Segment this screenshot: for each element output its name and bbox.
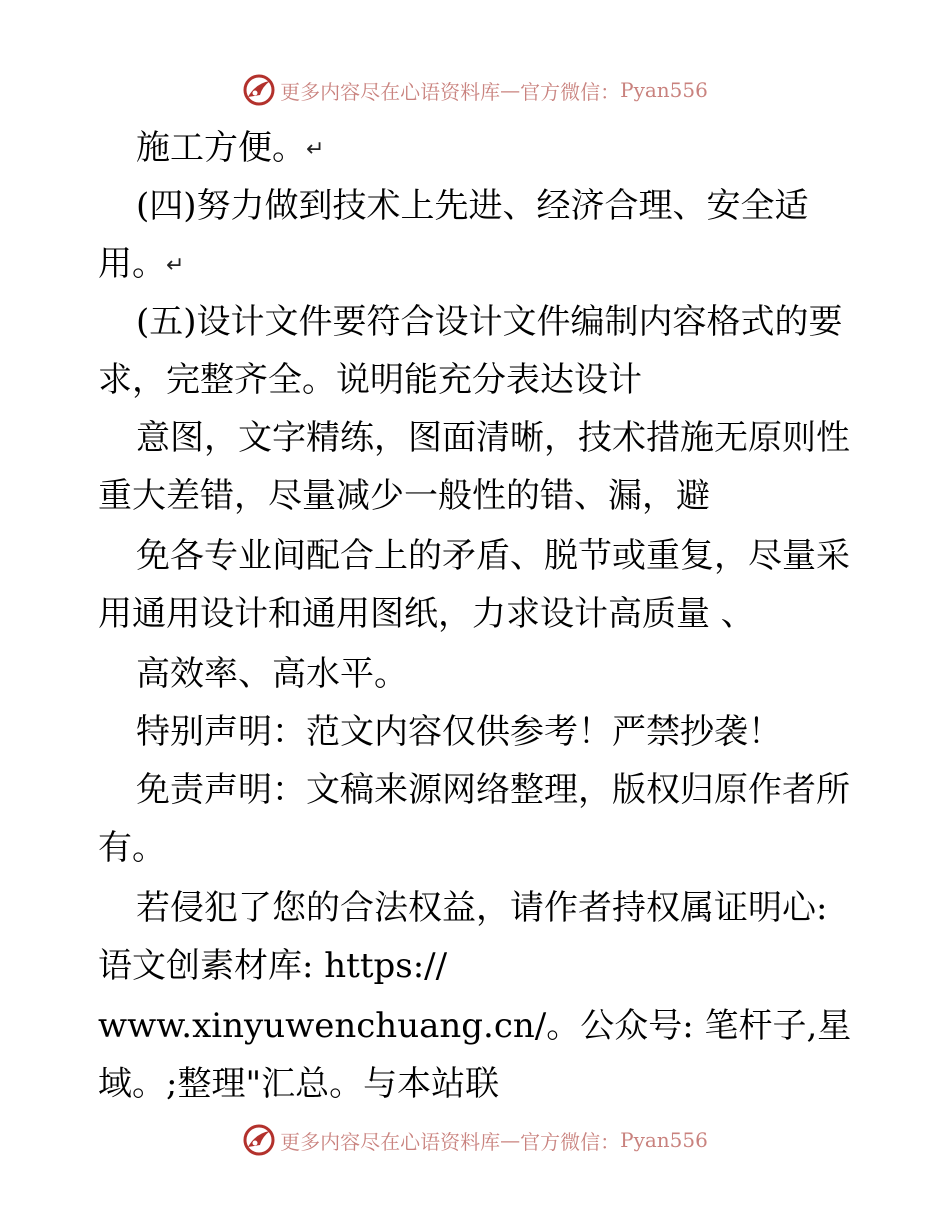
header-separator: — bbox=[500, 78, 521, 102]
website-line: www.xinyuwenchuang.cn/。公众号: 笔杆子,星 bbox=[98, 1006, 852, 1046]
header-wechat-label: 官方微信： bbox=[520, 79, 621, 104]
text-line: 若侵犯了您的合法权益，请作者持权属证明心: bbox=[136, 888, 828, 928]
footer-brand: 更多内容尽在心语资料库 bbox=[280, 1129, 501, 1154]
footer-banner bbox=[0, 1122, 950, 1158]
paragraph-mark-icon: ↵ bbox=[166, 253, 185, 278]
header-wechat-id: Pyan556 bbox=[620, 78, 708, 102]
special-notice: 特别声明：范文内容仅供参考！严禁抄袭！ bbox=[136, 712, 782, 752]
paragraph-mark-icon: ↵ bbox=[306, 137, 325, 162]
text-line: 用。↵ bbox=[98, 244, 185, 284]
header-brand: 更多内容尽在心语资料库 bbox=[280, 79, 501, 104]
text-line: 域。;整理"汇总。与本站联 bbox=[98, 1064, 500, 1104]
text-line: 高效率、高水平。 bbox=[136, 654, 408, 694]
footer-separator: — bbox=[500, 1128, 521, 1152]
text-line: 用通用设计和通用图纸，力求设计高质量 、 bbox=[98, 594, 755, 634]
pen-nib-logo-icon bbox=[242, 73, 276, 107]
pen-nib-logo-icon bbox=[242, 1123, 276, 1157]
text-line: 有。 bbox=[98, 828, 166, 868]
text-line: 意图，文字精练，图面清晰，技术措施无原则性 bbox=[136, 418, 850, 458]
text-line: (四)努力做到技术上先进、经济合理、安全适 bbox=[136, 186, 809, 226]
footer-wechat-id: Pyan556 bbox=[620, 1128, 708, 1152]
text-line: 施工方便。↵ bbox=[136, 128, 325, 168]
text-line: (五)设计文件要符合设计文件编制内容格式的要 bbox=[136, 302, 843, 342]
text-line: 语文创素材库: https:// bbox=[98, 946, 448, 986]
header-banner bbox=[0, 72, 950, 108]
text-line: 免各专业间配合上的矛盾、脱节或重复，尽量采 bbox=[136, 536, 850, 576]
disclaimer: 免责声明：文稿来源网络整理，版权归原作者所 bbox=[136, 770, 850, 810]
footer-wechat-label: 官方微信： bbox=[520, 1129, 621, 1154]
text-line: 求，完整齐全。说明能充分表达设计 bbox=[98, 360, 642, 400]
text-line: 重大差错，尽量减少一般性的错、漏，避 bbox=[98, 476, 710, 516]
